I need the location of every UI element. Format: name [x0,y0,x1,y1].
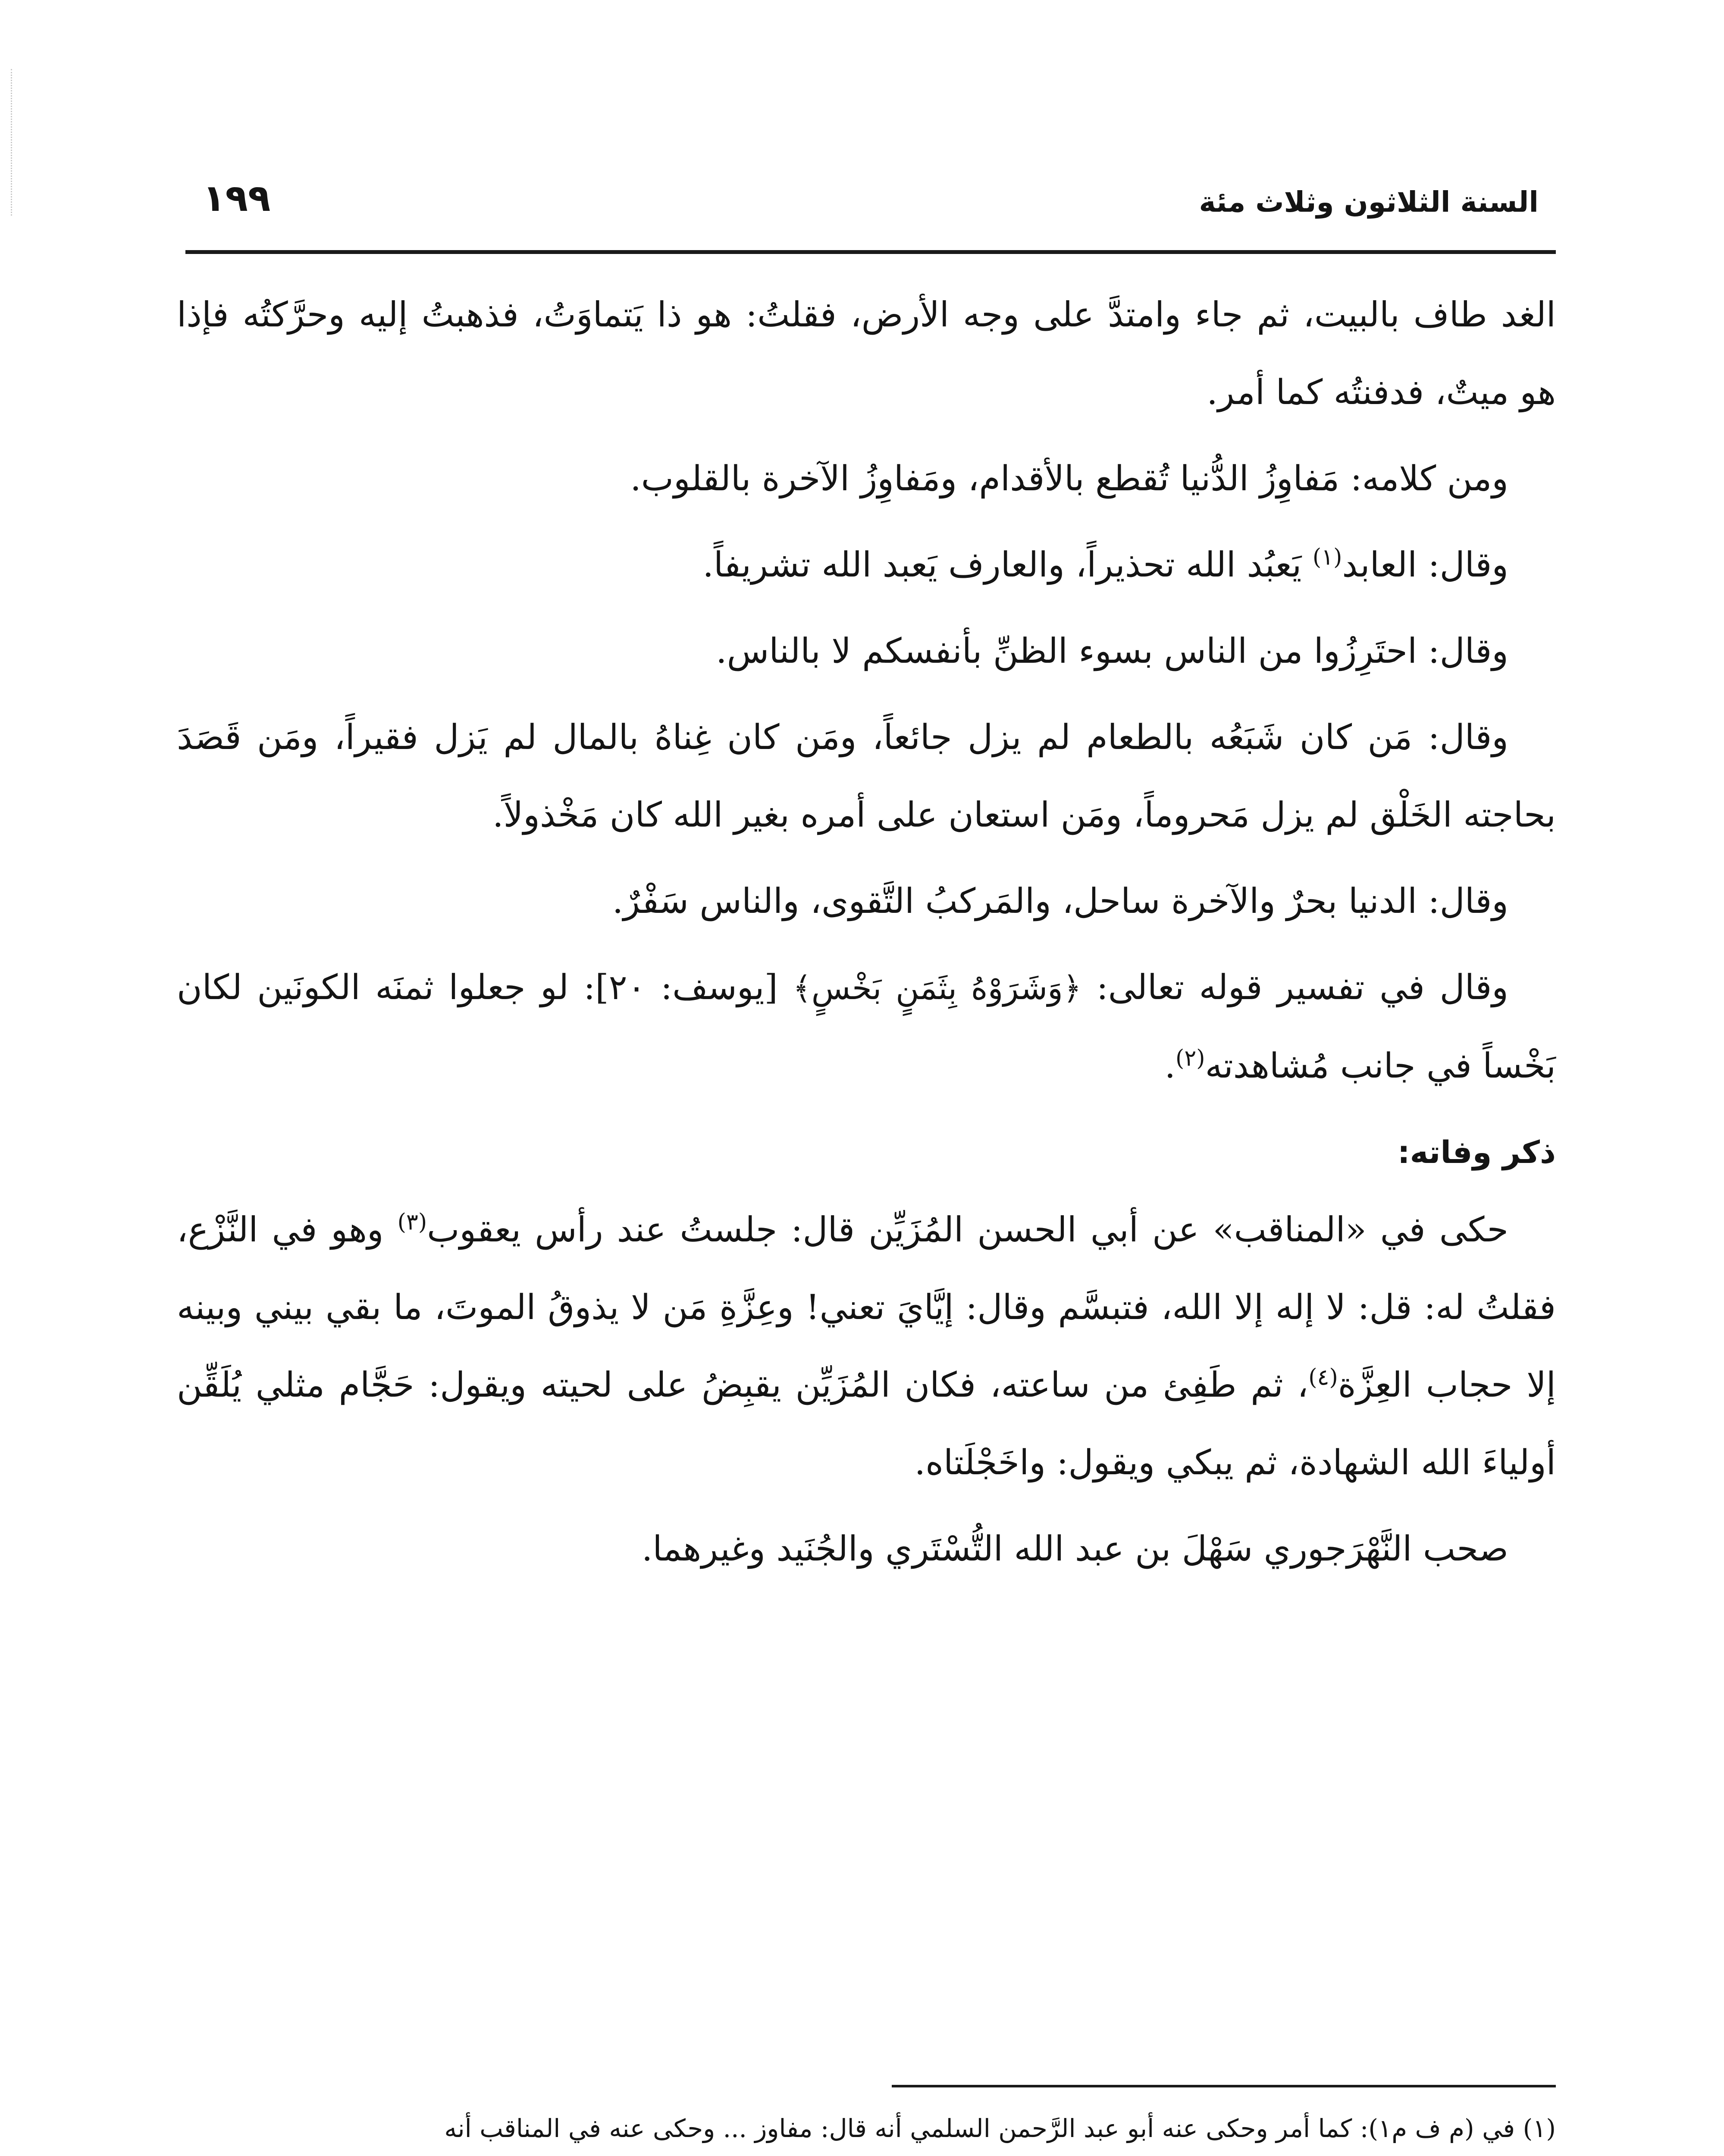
paragraph-1: الغد طاف بالبيت، ثم جاء وامتدَّ على وجه الأرض، فقلتُ: هو ذا يَتماوَتُ، فذهبتُ إليه وحرَّكتُه فإذا هو ميتٌ، فدفنتُه كما أمر. [177,295,1556,412]
page-header [185,168,1539,233]
main-text [177,276,1556,1596]
paragraph-3 [177,526,1556,604]
footnote-ref-3: (٣) [397,1209,427,1235]
paragraph-7 [177,949,1556,1105]
paragraph-7-text-a: وقال في تفسير قوله تعالى: [1081,967,1508,1007]
paragraph-9: صحب النَّهْرَجوري سَهْلَ بن عبد الله التُّسْتَري والجُنَيد وغيرهما. [642,1529,1508,1569]
section-heading-death: ذكر وفاته: [1397,1134,1556,1170]
paragraph-7-text-b: [يوسف: ٢٠]: لو جعلوا ثمنَه الكونَين لكان بَخْساً في جانب مُشاهدته [177,967,1556,1086]
footnote-1-line-1: (١) في (م ف م١): كما أمر وحكى عنه أبو عبد الرَّحمن السلمي أنه قال: مفاوز ... وحكى عنه في المناقب أنه [444,2114,1556,2143]
paragraph-6: وقال: الدنيا بحرٌ والآخرة ساحل، والمَركبُ التَّقوى، والناس سَفْرٌ. [612,881,1508,921]
quran-quote: ﴿وَشَرَوْهُ بِثَمَنٍ بَخْسٍ﴾ [793,970,1082,1007]
footnote-separator [892,2085,1556,2087]
paragraph-4: وقال: احتَرِزُوا من الناس بسوء الظنِّ بأنفسكم لا بالناس. [716,631,1508,671]
page-number: ١٩٩ [203,177,271,220]
running-head: السنة الثلاثون وثلاث مئة [1199,185,1539,219]
footnote-ref-1: (١) [1312,544,1342,570]
paragraph-8-text-b: وهو في النَّزْع، فقلتُ له: قل: لا إله إلا الله، فتبسَّم وقال: إيَّايَ تعني! وعِزَّةِ مَن لا يذوقُ الموتَ، ما بقي بيني وبينه إلا حجاب العِزَّة [177,1210,1556,1405]
header-rule [185,250,1556,254]
margin-dotted-line [11,69,15,216]
paragraph-3-text-a: وقال: العابد [1342,545,1508,585]
paragraph-2: ومن كلامه: مَفاوِزُ الدُّنيا تُقطع بالأقدام، ومَفاوِزُ الآخرة بالقلوب. [630,458,1508,498]
paragraph-5: وقال: مَن كان شَبَعُه بالطعام لم يزل جائعاً، ومَن كان غِناهُ بالمال لم يَزل فقيراً، ومَن قَصَدَ بحاجته الخَلْق لم يزل مَحروماً، ومَن استعان على أمره بغير الله كان مَخْذولاً. [177,717,1556,835]
footnote-1 [185,2104,1556,2156]
footnote-ref-2: (٢) [1175,1045,1205,1072]
paragraph-3-text-b: يَعبُد الله تحذيراً، والعارف يَعبد الله تشريفاً. [702,545,1313,585]
paragraph-7-end: . [1164,1046,1176,1086]
footnote-1-line-2 [185,2153,1556,2156]
paragraph-8-text-c: ، ثم طَفِئ من ساعته، فكان المُزَيِّن يقبِضُ على لحيته ويقول: حَجَّام مثلي يُلَقِّن أولياءَ الله الشهادة، ثم يبكي ويقول: واخَجْلَتاه. [177,1365,1556,1482]
paragraph-8 [177,1191,1556,1501]
footnote-ref-4: (٤) [1308,1364,1338,1391]
footnotes [185,2104,1556,2156]
paragraph-8-text-a: حكى في «المناقب» عن أبي الحسن المُزَيِّن قال: جلستُ عند رأس يعقوب [427,1210,1509,1250]
